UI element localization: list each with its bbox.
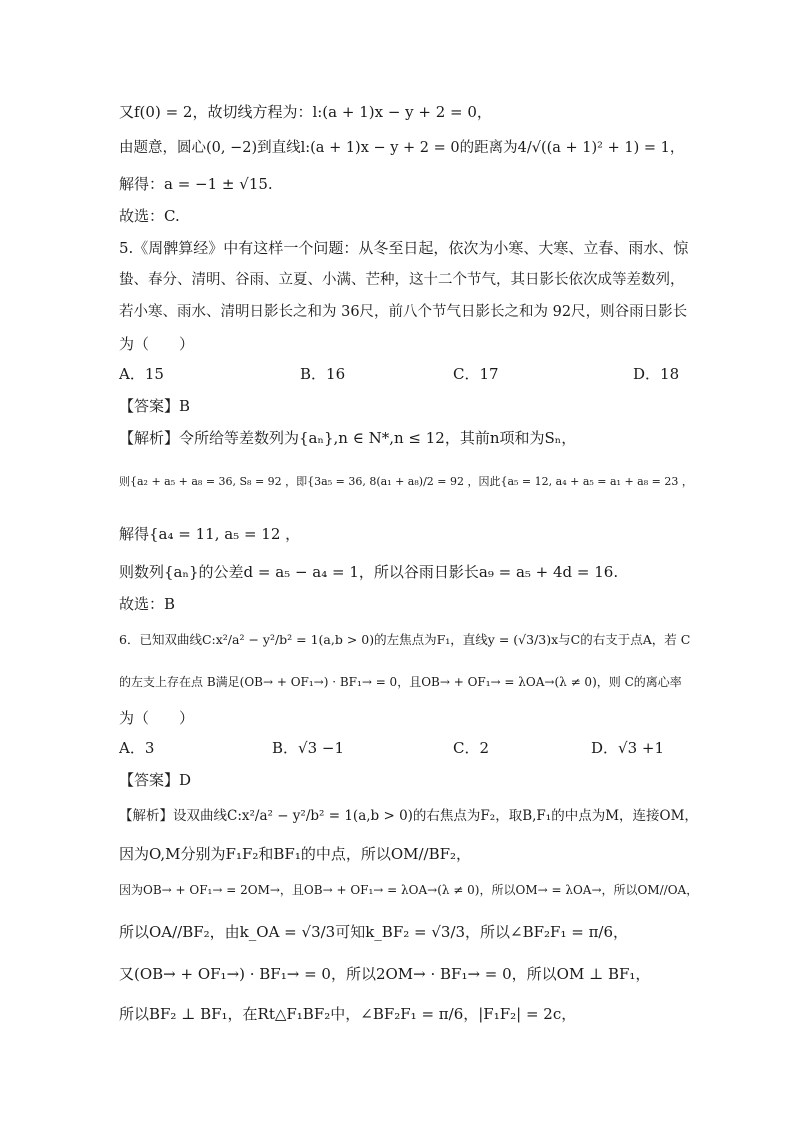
question-5-line: 5.《周髀算经》中有这样一个问题：从冬至日起，依次为小寒、大寒、立春、雨水、惊 <box>119 239 689 257</box>
analysis-line: 又(OB→ + OF₁→) · BF₁→ = 0，所以2OM→ · BF₁→ = 0，所以OM ⊥ BF₁， <box>119 965 651 983</box>
question-5-line: 若小寒、雨水、清明日影长之和为 36尺，前八个节气日影长之和为 92尺，则谷雨日影长 <box>119 304 688 320</box>
question-6-line: 的左支上存在点 B满足(OB→ + OF₁→) · BF₁→ = 0，且OB→ + OF₁→ = λOA→(λ ≠ 0)，则 C的离心率 <box>119 675 682 689</box>
analysis-line: 【解析】设双曲线C:x²/a² − y²/b² = 1(a,b > 0)的右焦点为F₂，取B,F₁的中点为M，连接OM， <box>119 808 698 824</box>
analysis-line: 所以OA//BF₂，由k_OA = √3/3可知k_BF₂ = √3/3，所以∠BF₂F₁ = π/6， <box>119 923 629 941</box>
choice-c: C．2 <box>453 739 490 757</box>
choice-a: A．3 <box>119 739 155 757</box>
answer-line: 【答案】B <box>119 397 191 415</box>
question-5-line: 为（ ） <box>119 335 195 353</box>
analysis-line: 解得{a₄ = 11, a₅ = 12 ， <box>119 525 301 543</box>
analysis-line: 因为O,M分别为F₁F₂和BF₁的中点，所以OM//BF₂， <box>119 845 472 863</box>
choice-d: D．√3 +1 <box>591 739 665 757</box>
question-5-line: 蛰、春分、清明、谷雨、立夏、小满、芒种，这十二个节气，其日影长依次成等差数列， <box>119 272 685 288</box>
text-line: 故选：C. <box>119 207 180 225</box>
question-6-line: 为（ ） <box>119 709 195 727</box>
question-6-line: 6．已知双曲线C:x²/a² − y²/b² = 1(a,b > 0)的左焦点为F₁，直线y = (√3/3)x与C的右支于点A，若 C <box>119 632 691 647</box>
question-6-choices <box>119 737 698 759</box>
analysis-line: 则{a₂ + a₅ + a₈ = 36, S₈ = 92 ，即{3a₅ = 36, 8(a₁ + a₈)/2 = 92 ，因此{a₅ = 12, a₄ + a₅ = a₁ + a₈ = 23 ， <box>119 475 693 488</box>
text-line: 又f(0) = 2，故切线方程为：l:(a + 1)x − y + 2 = 0， <box>119 103 492 121</box>
text-line: 解得：a = −1 ± √15. <box>119 175 273 193</box>
question-5-choices <box>119 363 698 385</box>
choice-b: B．√3 −1 <box>272 739 345 757</box>
choice-d: D．18 <box>633 365 680 383</box>
choice-a: A．15 <box>119 365 164 383</box>
text-line: 故选：B <box>119 595 176 613</box>
analysis-line: 则数列{aₙ}的公差d = a₅ − a₄ = 1，所以谷雨日影长a₉ = a₅ + 4d = 16. <box>119 563 619 581</box>
choice-c: C．17 <box>453 365 499 383</box>
analysis-line: 因为OB→ + OF₁→ = 2OM→，且OB→ + OF₁→ = λOA→(λ ≠ 0)，所以OM→ = λOA→，所以OM//OA， <box>119 883 699 897</box>
analysis-line: 【解析】令所给等差数列为{aₙ},n ∈ N*,n ≤ 12，其前n项和为Sₙ， <box>119 429 577 447</box>
choice-b: B．16 <box>300 365 346 383</box>
analysis-line: 所以BF₂ ⊥ BF₁，在Rt△F₁BF₂中，∠BF₂F₁ = π/6，|F₁F₂| = 2c， <box>119 1005 577 1023</box>
answer-line: 【答案】D <box>119 771 192 789</box>
text-line: 由题意，圆心(0, −2)到直线l:(a + 1)x − y + 2 = 0的距离为4/√((a + 1)² + 1) = 1， <box>119 140 685 156</box>
